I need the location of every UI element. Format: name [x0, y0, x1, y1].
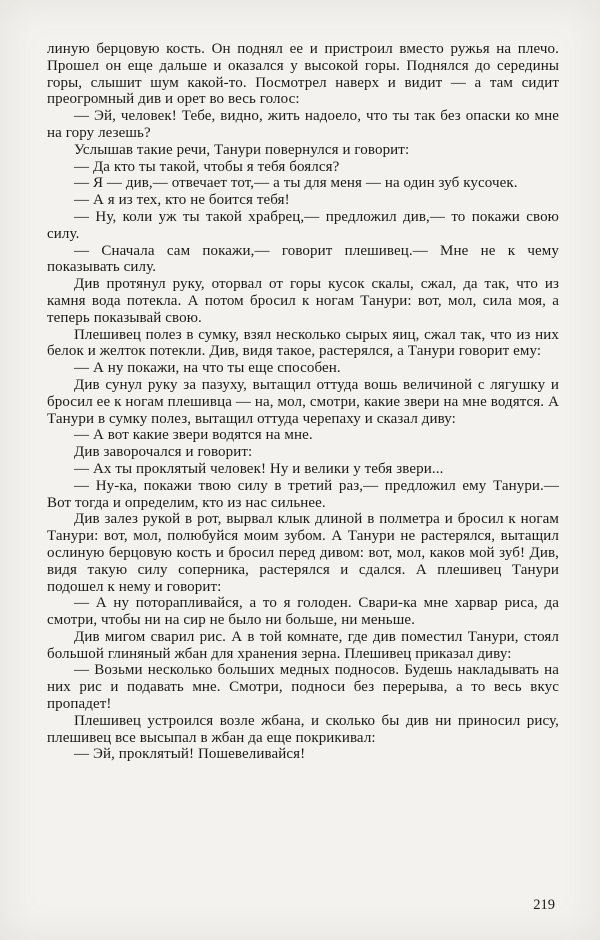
page-number: 219	[533, 897, 555, 913]
paragraph: — Я — див,— отвечает тот,— а ты для меня — на один зуб кусочек.	[74, 175, 518, 192]
paragraph: — Ах ты проклятый человек! Ну и велики у тебя звери...	[74, 460, 444, 477]
paragraph: — А ну поторапливайся, а то я голоден. Свари-ка мне харвар риса, да смотри, чтобы ни на сир не было ни больше, ни меньше.	[47, 595, 559, 629]
paragraph: Див заворочался и говорит:	[74, 444, 253, 461]
paragraph: Див залез рукой в рот, вырвал клык длиной в полметра и бросил к ногам Танури: вот, мол, полюбуйся моим зубом. А Танури не растерялся, вытащил ослиную берцовую кость и бросил перед дивом: вот, мол, каков мой зуб! Див, видя такую силу соперника, растерялся и сдался. А плешивец Танури подошел к нему и говорит:	[47, 511, 559, 595]
paragraph: — Возьми несколько больших медных подносов. Будешь накладывать на них рис и подавать мне. Смотри, подноси без перерыва, а то весь вкус пропадет!	[47, 662, 559, 713]
paragraph: Плешивец полез в сумку, взял несколько сырых яиц, сжал так, что из них белок и желток потекли. Див, видя такое, растерялся, а Танури говорит ему:	[47, 326, 559, 360]
paragraph: — А ну покажи, на что ты еще способен.	[74, 360, 341, 377]
paragraph: линую берцовую кость. Он поднял ее и пристроил вместо ружья на плечо. Прошел он еще дальше и оказался у высокой горы. Поднялся до середины горы, слышит шум какой-то. Посмотрел наверх и видит — а там сидит преогромный див и орет во весь голос:	[47, 41, 559, 108]
paragraph: — А вот какие звери водятся на мне.	[74, 427, 313, 444]
paragraph: — Ну-ка, покажи твою силу в третий раз,— предложил ему Танури.— Вот тогда и определим, кто из нас сильнее.	[47, 477, 559, 511]
paragraph: — Да кто ты такой, чтобы я тебя боялся?	[74, 158, 340, 175]
paragraph: Див мигом сварил рис. А в той комнате, где див поместил Танури, стоял большой глиняный жбан для хранения зерна. Плешивец приказал диву:	[47, 628, 559, 662]
paragraphs-container	[47, 41, 559, 763]
paragraph: — Сначала сам покажи,— говорит плешивец.— Мне не к чему показывать силу.	[47, 242, 559, 276]
paragraph: — Эй, человек! Тебе, видно, жить надоело, что ты так без опаски ко мне на гору лезешь?	[47, 108, 559, 141]
paragraph: — Эй, проклятый! Пошевеливайся!	[74, 746, 306, 763]
paragraph: — Ну, коли уж ты такой храбрец,— предложил див,— то покажи свою силу.	[47, 208, 559, 242]
paragraph: Услышав такие речи, Танури повернулся и говорит:	[74, 141, 410, 158]
paragraph: — А я из тех, кто не боится тебя!	[74, 192, 290, 209]
paragraph: Плешивец устроился возле жбана, и сколько бы див ни приносил рису, плешивец все высыпал в жбан да еще покрикивал:	[47, 712, 559, 746]
paragraph: Див протянул руку, оторвал от горы кусок скалы, сжал, да так, что из камня вода потекла. А потом бросил к ногам Танури: вот, мол, сила моя, а теперь показывай свою.	[47, 276, 559, 326]
paragraph: Див сунул руку за пазуху, вытащил оттуда вошь величиной с лягушку и бросил ее к ногам плешивца — на, мол, смотри, какие звери на мне водятся. А Танури в сумку полез, вытащил оттуда черепаху и сказал диву:	[47, 376, 559, 427]
